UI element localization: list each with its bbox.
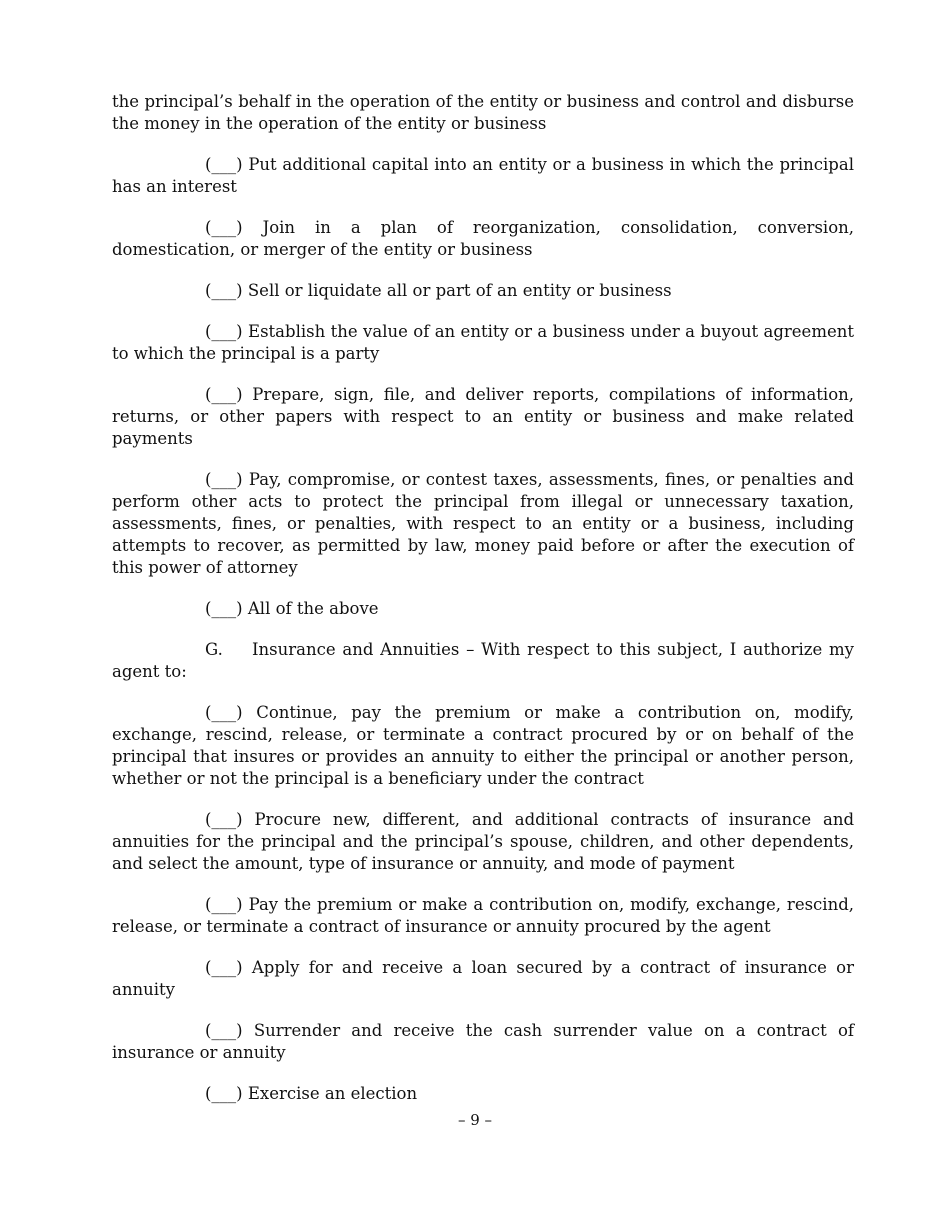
item-text: Establish the value of an entity or a business under a buyout agreement to which the principal is a party <box>112 322 854 363</box>
item-text: Pay the premium or make a contribution on, modify, exchange, rescind, release, or terminate a contract of insurance or annuity procured by the agent <box>112 895 855 936</box>
checkbox-blank[interactable]: (___) <box>205 958 243 977</box>
section-g-item-4 <box>112 957 854 1001</box>
item-text: Sell or liquidate all or part of an entity or business <box>247 281 672 300</box>
section-f-item-2 <box>112 217 854 261</box>
section-f-item-1 <box>112 154 854 198</box>
page-number: – 9 – <box>457 1111 493 1129</box>
item-text: All of the above <box>247 599 379 618</box>
section-f-item-5 <box>112 384 854 450</box>
section-letter: G. <box>205 640 223 659</box>
checkbox-blank[interactable]: (___) <box>205 1084 243 1103</box>
item-text: Apply for and receive a loan secured by a contract of insurance or annuity <box>112 958 854 999</box>
section-g-item-1 <box>112 702 854 790</box>
section-heading-text: Insurance and Annuities – With respect to this subject, I authorize my agent to: <box>112 640 854 681</box>
continuation-paragraph: the principal’s behalf in the operation of the entity or business and control and disburse the money in the operation of the entity or business <box>112 92 854 133</box>
section-f-item-3 <box>112 280 854 302</box>
checkbox-blank[interactable]: (___) <box>205 385 243 404</box>
document-body <box>112 91 854 1124</box>
section-f-item-7 <box>112 598 854 620</box>
checkbox-blank[interactable]: (___) <box>205 322 243 341</box>
checkbox-blank[interactable]: (___) <box>205 470 243 489</box>
section-f-item-6 <box>112 469 854 579</box>
section-g-heading <box>112 639 854 683</box>
item-text: Procure new, different, and additional contracts of insurance and annuities for the principal and the principal’s spouse, children, and other dependents, and select the amount, type of insurance or annuity, and mode of payment <box>112 810 855 873</box>
item-text: Exercise an election <box>247 1084 418 1103</box>
item-text: Join in a plan of reorganization, consolidation, conversion, domestication, or merger of the entity or business <box>112 218 854 259</box>
checkbox-blank[interactable]: (___) <box>205 810 243 829</box>
checkbox-blank[interactable]: (___) <box>205 895 243 914</box>
section-g-item-2 <box>112 809 854 875</box>
section-f-item-4 <box>112 321 854 365</box>
item-text: Continue, pay the premium or make a contribution on, modify, exchange, rescind, release, or terminate a contract procured by or on behalf of the principal that insures or provides an annuity to either the principal or another person, whether or not the principal is a beneficiary under the contract <box>112 703 855 788</box>
section-g-item-3 <box>112 894 854 938</box>
checkbox-blank[interactable]: (___) <box>205 155 243 174</box>
item-text: Pay, compromise, or contest taxes, assessments, fines, or penalties and perform other acts to protect the principal from illegal or unnecessary taxation, assessments, fines, or penalties, with respect to an entity or a business, including attempts to recover, as permitted by law, money paid before or after the execution of this power of attorney <box>112 470 854 577</box>
item-text: Surrender and receive the cash surrender value on a contract of insurance or annuity <box>112 1021 854 1062</box>
checkbox-blank[interactable]: (___) <box>205 599 243 618</box>
item-text: Prepare, sign, file, and deliver reports, compilations of information, returns, or other papers with respect to an entity or business and make related payments <box>112 385 854 448</box>
checkbox-blank[interactable]: (___) <box>205 218 243 237</box>
checkbox-blank[interactable]: (___) <box>205 281 243 300</box>
section-g-item-5 <box>112 1020 854 1064</box>
item-text: Put additional capital into an entity or a business in which the principal has an interest <box>112 155 854 196</box>
checkbox-blank[interactable]: (___) <box>205 703 243 722</box>
checkbox-blank[interactable]: (___) <box>205 1021 243 1040</box>
section-g-item-6 <box>112 1083 854 1105</box>
